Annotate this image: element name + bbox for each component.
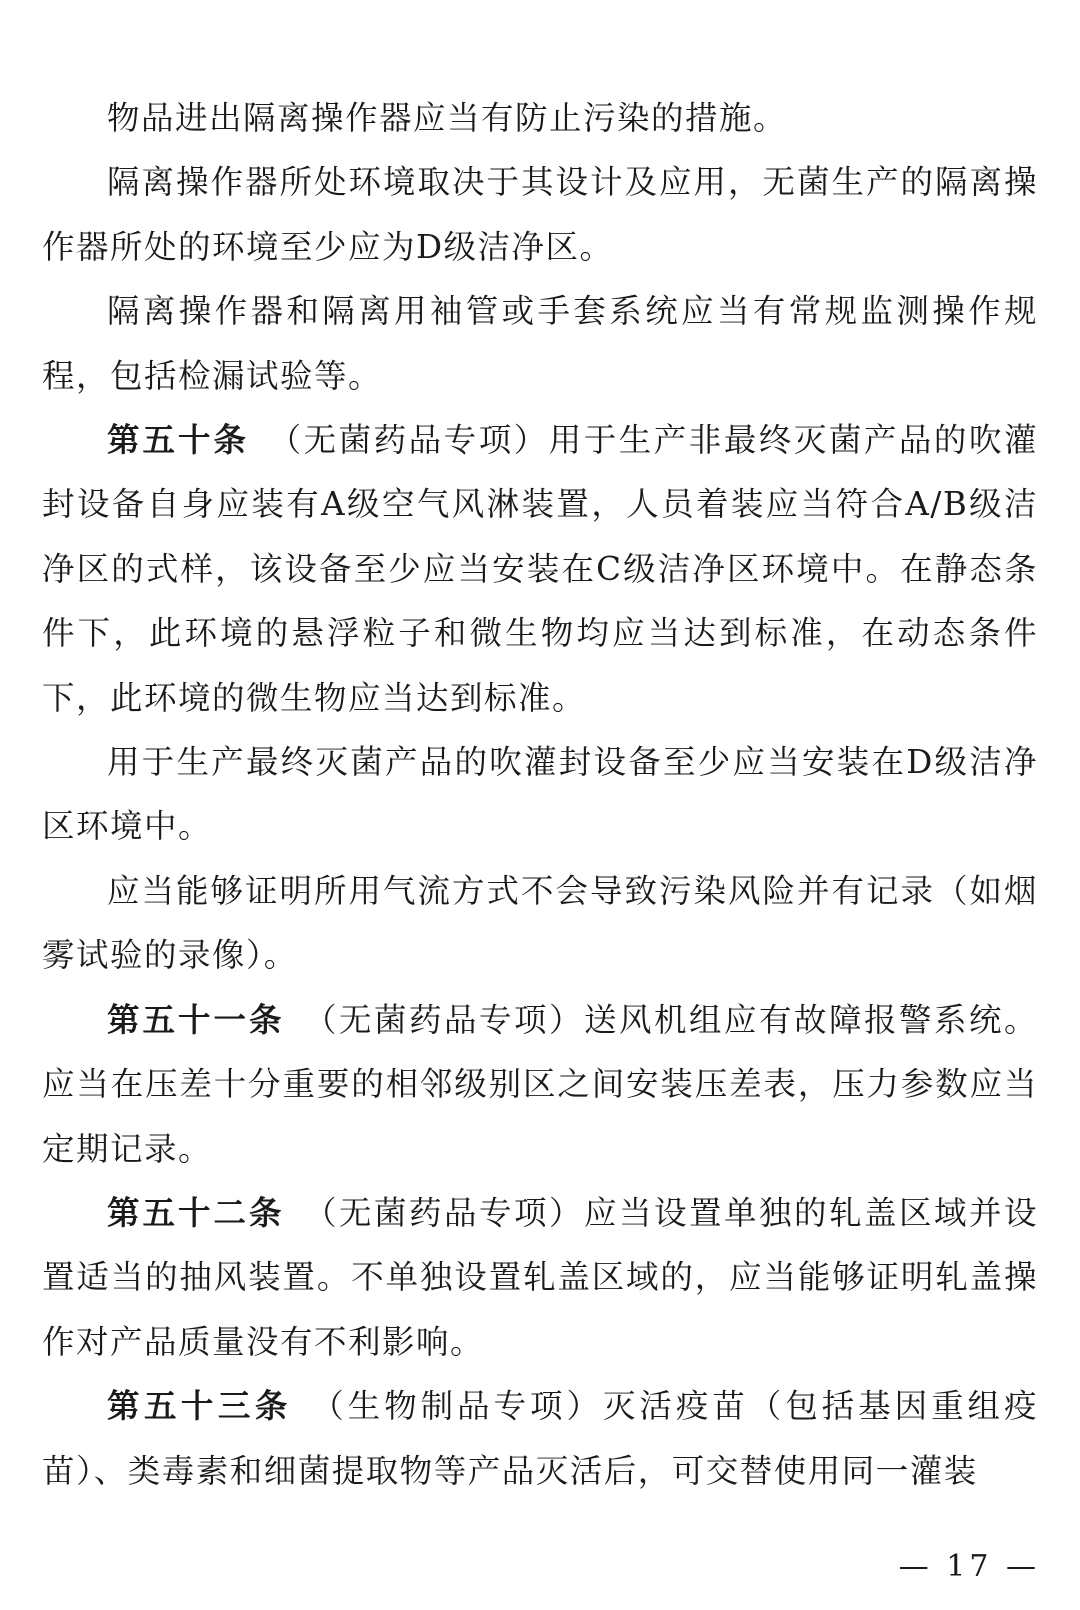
paragraph-airflow-evidence xyxy=(42,859,1038,988)
document-page xyxy=(42,86,1038,1503)
paragraph-text: 用于生产最终灭菌产品的吹灌封设备至少应当安装在D级洁净区环境中。 xyxy=(42,743,1038,846)
article-heading: 第五十条 xyxy=(107,421,250,460)
paragraph-text: 应当能够证明所用气流方式不会导致污染风险并有记录（如烟雾试验的录像）。 xyxy=(42,871,1038,975)
paragraph-text: 隔离操作器所处环境取决于其设计及应用，无菌生产的隔离操作器所处的环境至少应为D级洁净区。 xyxy=(42,163,1038,266)
article-heading: 第五十一条 xyxy=(107,1000,285,1039)
paragraph-isolator-transfer xyxy=(42,86,1038,150)
paragraph-article-51 xyxy=(42,988,1038,1181)
paragraph-text: （生物制品专项）灭活疫苗（包括基因重组疫苗）、类毒素和细菌提取物等产品灭活后，可交替使用同一灌装 xyxy=(42,1387,1038,1490)
article-heading: 第五十二条 xyxy=(107,1193,285,1232)
article-heading: 第五十三条 xyxy=(107,1387,292,1426)
paragraph-isolator-environment xyxy=(42,150,1038,279)
paragraph-article-50 xyxy=(42,408,1038,730)
paragraph-text: （无菌药品专项）应当设置单独的轧盖区域并设置适当的抽风装置。不单独设置轧盖区域的，应当能够证明轧盖操作对产品质量没有不利影响。 xyxy=(42,1193,1038,1361)
paragraph-article-53 xyxy=(42,1374,1038,1503)
paragraph-text: （无菌药品专项）用于生产非最终灭菌产品的吹灌封设备自身应装有A级空气风淋装置，人员着装应当符合A/B级洁净区的式样，该设备至少应当安装在C级洁净区环境中。在静态条件下，此环境的悬浮粒子和微生物均应当达到标准，在动态条件下，此环境的微生物应当达到标准。 xyxy=(42,421,1038,717)
paragraph-article-52 xyxy=(42,1181,1038,1374)
page-number: — 17 — xyxy=(898,1549,1040,1584)
paragraph-isolator-monitoring xyxy=(42,279,1038,408)
paragraph-text: （无菌药品专项）送风机组应有故障报警系统。应当在压差十分重要的相邻级别区之间安装压差表，压力参数应当定期记录。 xyxy=(42,1000,1038,1168)
paragraph-text: 物品进出隔离操作器应当有防止污染的措施。 xyxy=(107,99,788,137)
paragraph-text: 隔离操作器和隔离用袖管或手套系统应当有常规监测操作规程，包括检漏试验等。 xyxy=(42,292,1038,395)
paragraph-bfs-terminal xyxy=(42,730,1038,859)
